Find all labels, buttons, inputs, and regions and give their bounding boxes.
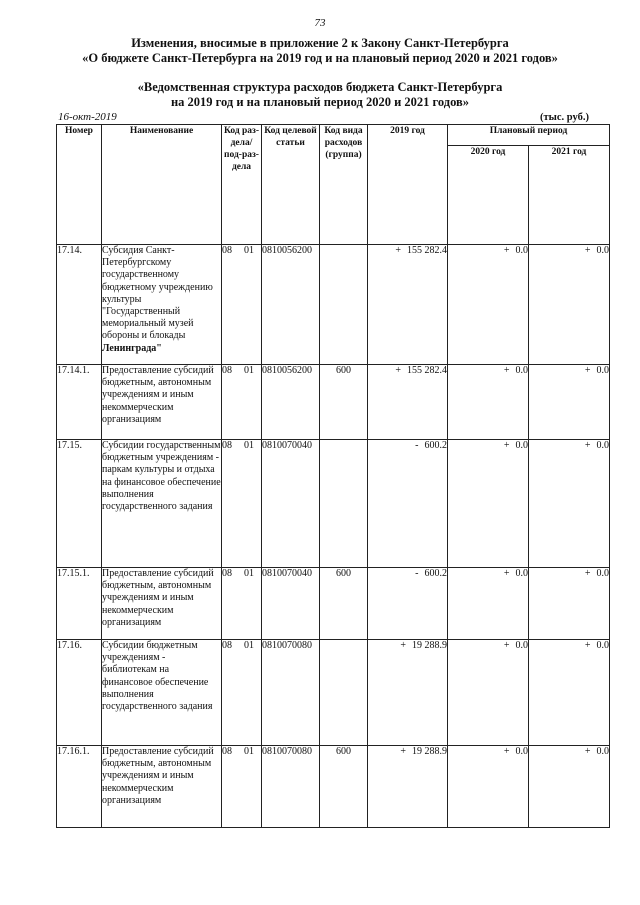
table-row — [57, 440, 610, 568]
value-2021: 0.0 — [596, 245, 609, 256]
sign-2019: + — [395, 245, 401, 256]
value-2019: 155 282.4 — [407, 365, 447, 376]
sign-2020: + — [503, 245, 510, 256]
document-date: 16-окт-2019 — [58, 111, 117, 123]
row-name — [102, 245, 222, 365]
row-name-text: Субсидии бюджетным учреждениям - библиотекам на финансовое обеспечение выполнения государственного задания — [102, 640, 213, 713]
row-target-code: 0810070040 — [262, 568, 320, 640]
sign-2019: + — [395, 365, 401, 376]
sign-2021: + — [584, 746, 591, 757]
row-expense-type: 600 — [320, 365, 368, 440]
table-row — [57, 746, 610, 828]
row-name-text: Субсидии государственным бюджетным учреждениям - паркам культуры и отдыха на финансовое обеспечение выполнения государственного задания — [102, 440, 221, 513]
heading-line: Изменения, вносимые в приложение 2 к Закону Санкт-Петербурга — [131, 36, 509, 50]
value-2020: 0.0 — [515, 746, 528, 757]
row-2021 — [529, 568, 610, 640]
row-2020 — [448, 245, 529, 365]
row-name — [102, 365, 222, 440]
value-2020: 0.0 — [515, 440, 528, 451]
value-2020: 0.0 — [515, 568, 528, 579]
row-2020 — [448, 640, 529, 746]
sign-2019: - — [415, 568, 419, 579]
units-label: (тыс. руб.) — [540, 112, 589, 123]
row-2019 — [368, 746, 448, 828]
podrazdel: 01 — [244, 245, 254, 256]
row-2019 — [368, 640, 448, 746]
row-expense-type — [320, 440, 368, 568]
table-header-row — [57, 125, 610, 146]
row-2021 — [529, 640, 610, 746]
header-section-code: Код раз-дела/ под-раз-дела — [222, 125, 262, 245]
row-2021 — [529, 440, 610, 568]
podrazdel: 01 — [244, 365, 254, 376]
podrazdel: 01 — [244, 440, 254, 451]
row-name-text: Предоставление субсидий бюджетным, автономным учреждениям и иным некоммерческим организациям — [102, 746, 214, 806]
sign-2021: + — [584, 640, 591, 651]
row-2021 — [529, 746, 610, 828]
value-2020: 0.0 — [515, 365, 528, 376]
row-section-code — [222, 568, 262, 640]
sign-2019: - — [415, 440, 419, 451]
header-2019: 2019 год — [368, 125, 448, 245]
row-expense-type — [320, 640, 368, 746]
row-section-code — [222, 440, 262, 568]
appendix-title — [0, 80, 640, 110]
razdel: 08 — [222, 365, 232, 376]
row-number: 17.15. — [57, 440, 102, 568]
value-2019: 19 288.9 — [412, 746, 447, 757]
row-2020 — [448, 746, 529, 828]
heading-line: на 2019 год и на плановый период 2020 и 2021 годов» — [170, 95, 470, 109]
sign-2020: + — [503, 640, 510, 651]
row-number: 17.14.1. — [57, 365, 102, 440]
row-name-bold: Ленинграда" — [102, 342, 162, 354]
sign-2021: + — [584, 245, 591, 256]
row-2019 — [368, 440, 448, 568]
row-number: 17.16. — [57, 640, 102, 746]
podrazdel: 01 — [244, 640, 254, 651]
row-section-code — [222, 746, 262, 828]
value-2021: 0.0 — [596, 440, 609, 451]
row-2019 — [368, 365, 448, 440]
sign-2021: + — [584, 440, 591, 451]
row-2020 — [448, 568, 529, 640]
value-2019: 19 288.9 — [412, 640, 447, 651]
row-name-text: Предоставление субсидий бюджетным, автономным учреждениям и иным некоммерческим организациям — [102, 568, 214, 628]
sign-2019: + — [400, 640, 406, 651]
table-row — [57, 568, 610, 640]
header-2020: 2020 год — [448, 146, 529, 245]
row-target-code: 0810056200 — [262, 245, 320, 365]
row-name-text: Субсидия Санкт-Петербургскому государственному бюджетному учреждению культуры "Государственный мемориальный музей обороны и блокады — [102, 245, 213, 342]
razdel: 08 — [222, 245, 232, 256]
row-2019 — [368, 245, 448, 365]
row-name-text: Предоставление субсидий бюджетным, автономным учреждениям и иным некоммерческим организациям — [102, 365, 214, 425]
row-section-code — [222, 640, 262, 746]
row-number: 17.15.1. — [57, 568, 102, 640]
value-2021: 0.0 — [596, 568, 609, 579]
value-2021: 0.0 — [596, 640, 609, 651]
row-2020 — [448, 365, 529, 440]
value-2020: 0.0 — [515, 640, 528, 651]
heading-line: «Ведомственная структура расходов бюджета Санкт-Петербурга — [137, 80, 503, 94]
row-target-code: 0810070080 — [262, 746, 320, 828]
header-planned-period: Плановый период — [448, 125, 610, 146]
sign-2020: + — [503, 746, 510, 757]
value-2019: 600.2 — [424, 568, 447, 579]
row-expense-type — [320, 245, 368, 365]
row-2021 — [529, 365, 610, 440]
row-expense-type: 600 — [320, 746, 368, 828]
header-2021: 2021 год — [529, 146, 610, 245]
row-2019 — [368, 568, 448, 640]
table-row — [57, 365, 610, 440]
razdel: 08 — [222, 440, 232, 451]
heading-line: «О бюджете Санкт-Петербурга на 2019 год и на плановый период 2020 и 2021 годов» — [82, 51, 558, 65]
header-expense-type-code: Код вида расходов (группа) — [320, 125, 368, 245]
value-2019: 155 282.4 — [407, 245, 447, 256]
row-name — [102, 640, 222, 746]
row-2021 — [529, 245, 610, 365]
razdel: 08 — [222, 568, 232, 579]
header-number: Номер — [57, 125, 102, 245]
row-name — [102, 746, 222, 828]
row-target-code: 0810070040 — [262, 440, 320, 568]
sign-2021: + — [584, 365, 591, 376]
row-target-code: 0810070080 — [262, 640, 320, 746]
table-row — [57, 245, 610, 365]
sign-2020: + — [503, 568, 510, 579]
podrazdel: 01 — [244, 746, 254, 757]
document-heading — [0, 36, 640, 66]
row-section-code — [222, 245, 262, 365]
razdel: 08 — [222, 640, 232, 651]
value-2020: 0.0 — [515, 245, 528, 256]
header-name: Наименование — [102, 125, 222, 245]
row-expense-type: 600 — [320, 568, 368, 640]
page-number: 73 — [314, 17, 326, 29]
row-name — [102, 568, 222, 640]
sign-2020: + — [503, 365, 510, 376]
row-section-code — [222, 365, 262, 440]
table-row — [57, 640, 610, 746]
value-2021: 0.0 — [596, 746, 609, 757]
budget-table — [56, 124, 610, 828]
row-2020 — [448, 440, 529, 568]
sign-2019: + — [400, 746, 406, 757]
row-name — [102, 440, 222, 568]
podrazdel: 01 — [244, 568, 254, 579]
sign-2020: + — [503, 440, 510, 451]
value-2019: 600.2 — [424, 440, 447, 451]
row-target-code: 0810056200 — [262, 365, 320, 440]
row-number: 17.16.1. — [57, 746, 102, 828]
header-target-code: Код целевой статьи — [262, 125, 320, 245]
sign-2021: + — [584, 568, 591, 579]
razdel: 08 — [222, 746, 232, 757]
value-2021: 0.0 — [596, 365, 609, 376]
row-number: 17.14. — [57, 245, 102, 365]
